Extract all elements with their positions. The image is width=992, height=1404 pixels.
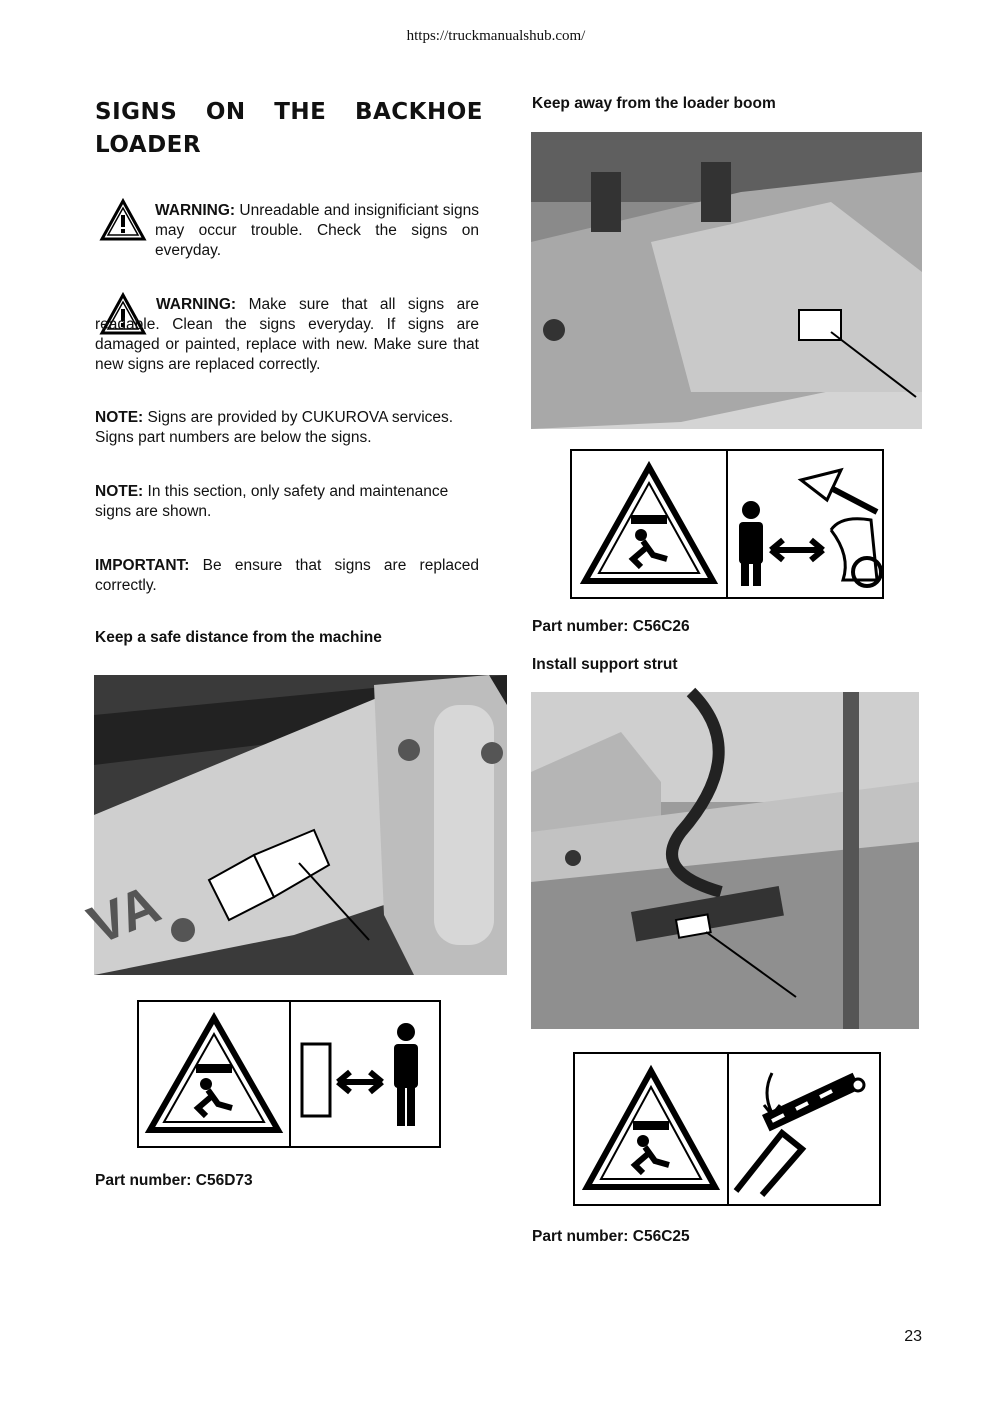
safety-sign-c56c26 (570, 449, 884, 599)
support-strut-photo (531, 692, 919, 1029)
install-strut-icon (729, 1054, 879, 1204)
keep-away-boom-icon (728, 451, 880, 597)
note-2 (95, 482, 479, 522)
section-heading: Keep away from the loader boom (532, 95, 776, 112)
crush-hazard-icon (572, 451, 728, 597)
keep-distance-icon (291, 1002, 437, 1146)
warning-1 (155, 201, 479, 261)
important-label: IMPORTANT: (95, 557, 190, 574)
section-heading: Keep a safe distance from the machine (95, 629, 382, 646)
brand-text: VA (80, 873, 169, 957)
note-1 (95, 408, 479, 448)
note-text: Signs are provided by CUKUROVA services. Signs part numbers are below the signs. (95, 409, 454, 446)
source-url[interactable]: https://truckmanualshub.com/ (406, 28, 586, 44)
important-text: Be ensure that signs are replaced correctly. (95, 557, 479, 594)
section-heading: Install support strut (532, 656, 678, 673)
warning-2 (95, 295, 479, 375)
page-number: 23 (904, 1328, 922, 1345)
note-label: NOTE: (95, 409, 144, 426)
note-text: In this section, only safety and maintenance signs are shown. (95, 483, 449, 520)
warning-text: Make sure that all signs are readable. Clean the signs everyday. If signs are damaged or painted, replace with new. Make sure that new signs are replaced correctly. (95, 296, 479, 373)
crush-hazard-icon (575, 1054, 729, 1204)
part-number: Part number: C56D73 (95, 1172, 253, 1189)
crush-hazard-icon (139, 1002, 291, 1146)
warning-icon (100, 198, 146, 247)
note-label: NOTE: (95, 483, 144, 500)
important-note (95, 556, 479, 596)
safety-sign-c56d73 (137, 1000, 441, 1148)
part-number: Part number: C56C25 (532, 1228, 690, 1245)
loader-boom-photo (531, 132, 922, 429)
machine-photo (80, 675, 507, 975)
warning-text: Unreadable and insignificiant signs may occur trouble. Check the signs on everyday. (155, 202, 479, 259)
warning-label: WARNING: (156, 296, 237, 313)
part-number: Part number: C56C26 (532, 618, 690, 635)
warning-label: WARNING: (155, 202, 236, 219)
page-title: SIGNS ON THE BACKHOE LOADER (95, 99, 483, 158)
safety-sign-c56c25 (573, 1052, 881, 1206)
